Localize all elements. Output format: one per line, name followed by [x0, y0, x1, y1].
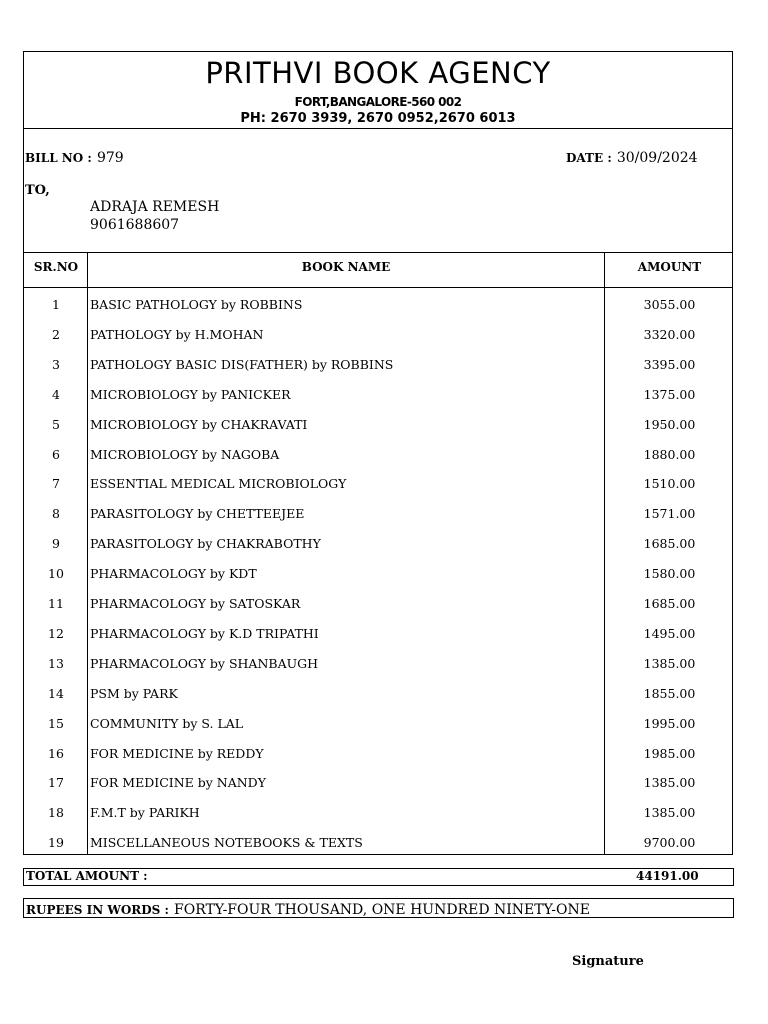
- table-row: [24, 805, 732, 835]
- invoice-frame: [23, 51, 733, 855]
- row-sr-no: 11: [48, 596, 64, 611]
- row-book-name: PHARMACOLOGY by SHANBAUGH: [90, 655, 319, 671]
- table-top-border: [24, 252, 732, 253]
- row-amount: 1685.00: [643, 596, 696, 611]
- table-row: [24, 476, 732, 506]
- bill-no-value: 979: [96, 150, 124, 166]
- row-amount: 3320.00: [643, 326, 696, 342]
- customer-phone: 9061688607: [90, 217, 180, 233]
- table-row: [24, 536, 732, 566]
- row-amount: 1375.00: [643, 386, 696, 402]
- header-book-name: BOOK NAME: [301, 260, 391, 274]
- table-header-border: [24, 287, 732, 288]
- table-row: [24, 775, 732, 805]
- row-sr-no: 17: [48, 775, 64, 791]
- header-divider: [24, 128, 732, 129]
- row-amount: 3395.00: [643, 356, 696, 372]
- table-row: [24, 506, 732, 536]
- row-amount: 1385.00: [643, 805, 696, 821]
- row-sr-no: 19: [48, 835, 64, 851]
- row-book-name: MISCELLANEOUS NOTEBOOKS & TEXTS: [90, 835, 363, 851]
- row-sr-no: 5: [52, 416, 60, 432]
- amount-in-words: [26, 899, 590, 918]
- row-book-name: PATHOLOGY by H.MOHAN: [90, 326, 264, 342]
- table-row: [24, 686, 732, 716]
- row-amount: 1985.00: [643, 745, 696, 761]
- row-amount: 3055.00: [643, 297, 696, 312]
- bill-no-label: BILL NO :: [25, 151, 92, 165]
- row-sr-no: 14: [48, 685, 64, 701]
- signature-label: Signature: [572, 954, 644, 969]
- row-book-name: FOR MEDICINE by NANDY: [90, 775, 266, 791]
- row-sr-no: 4: [52, 386, 60, 402]
- row-sr-no: 15: [48, 715, 64, 731]
- row-sr-no: 6: [52, 446, 60, 462]
- row-sr-no: 7: [52, 476, 60, 492]
- header-amount: AMOUNT: [637, 260, 702, 274]
- row-sr-no: 16: [48, 745, 64, 761]
- table-row: [24, 387, 732, 417]
- row-book-name: PARASITOLOGY by CHETTEEJEE: [90, 506, 305, 522]
- row-book-name: F.M.T by PARIKH: [90, 805, 200, 821]
- row-amount: 1495.00: [643, 625, 696, 641]
- row-sr-no: 1: [52, 297, 60, 312]
- date-label: DATE :: [566, 151, 612, 165]
- row-amount: 1855.00: [643, 685, 696, 701]
- row-amount: 1580.00: [643, 566, 696, 582]
- table-row: [24, 327, 732, 357]
- row-sr-no: 3: [52, 356, 60, 372]
- date-value: 30/09/2024: [616, 150, 698, 166]
- table-row: [24, 835, 732, 865]
- words-label: RUPEES IN WORDS :: [26, 903, 169, 917]
- row-book-name: COMMUNITY by S. LAL: [90, 715, 244, 731]
- table-row: [24, 716, 732, 746]
- row-book-name: MICROBIOLOGY by PANICKER: [90, 386, 291, 402]
- total-value: 44191.00: [636, 869, 699, 883]
- total-amount-box: [23, 868, 734, 886]
- row-book-name: PHARMACOLOGY by K.D TRIPATHI: [90, 625, 319, 641]
- bill-number: [25, 147, 124, 166]
- row-amount: 1950.00: [643, 416, 696, 432]
- row-amount: 1510.00: [643, 476, 696, 492]
- row-book-name: ESSENTIAL MEDICAL MICROBIOLOGY: [90, 476, 347, 492]
- row-sr-no: 18: [48, 805, 64, 821]
- customer-name: ADRAJA REMESH: [90, 199, 220, 215]
- bill-date: [566, 147, 698, 166]
- table-row: [24, 566, 732, 596]
- table-row: [24, 596, 732, 626]
- table-row: [24, 357, 732, 387]
- shop-name: PRITHVI BOOK AGENCY: [205, 56, 551, 90]
- row-book-name: MICROBIOLOGY by CHAKRAVATI: [90, 416, 308, 432]
- row-amount: 1385.00: [643, 775, 696, 791]
- table-row: [24, 746, 732, 776]
- row-book-name: FOR MEDICINE by REDDY: [90, 745, 264, 761]
- amount-in-words-box: [23, 898, 734, 918]
- row-amount: 1685.00: [643, 536, 696, 552]
- table-row: [24, 656, 732, 686]
- row-sr-no: 13: [48, 655, 64, 671]
- shop-address: FORT,BANGALORE-560 002: [294, 95, 462, 109]
- table-row: [24, 447, 732, 477]
- row-book-name: PATHOLOGY BASIC DIS(FATHER) by ROBBINS: [90, 356, 394, 372]
- row-book-name: MICROBIOLOGY by NAGOBA: [90, 446, 280, 462]
- table-row: [24, 417, 732, 447]
- row-amount: 1385.00: [643, 655, 696, 671]
- header-sr-no: SR.NO: [33, 260, 79, 274]
- row-sr-no: 12: [48, 625, 64, 641]
- row-sr-no: 8: [52, 506, 60, 522]
- row-sr-no: 10: [48, 566, 64, 582]
- row-amount: 1571.00: [643, 506, 696, 522]
- row-book-name: PHARMACOLOGY by KDT: [90, 566, 257, 582]
- row-book-name: PHARMACOLOGY by SATOSKAR: [90, 596, 301, 611]
- shop-phone: PH: 2670 3939, 2670 0952,2670 6013: [240, 111, 516, 126]
- row-sr-no: 9: [52, 536, 60, 552]
- total-label: TOTAL AMOUNT :: [26, 869, 148, 883]
- row-amount: 1995.00: [643, 715, 696, 731]
- row-book-name: BASIC PATHOLOGY by ROBBINS: [90, 297, 303, 312]
- row-book-name: PARASITOLOGY by CHAKRABOTHY: [90, 536, 321, 552]
- table-row: [24, 297, 732, 327]
- to-label: TO,: [25, 183, 50, 198]
- row-book-name: PSM by PARK: [90, 685, 178, 701]
- row-sr-no: 2: [52, 326, 60, 342]
- words-value: FORTY-FOUR THOUSAND, ONE HUNDRED NINETY-ONE: [174, 902, 590, 918]
- row-amount: 9700.00: [643, 835, 696, 851]
- table-row: [24, 626, 732, 656]
- row-amount: 1880.00: [643, 446, 696, 462]
